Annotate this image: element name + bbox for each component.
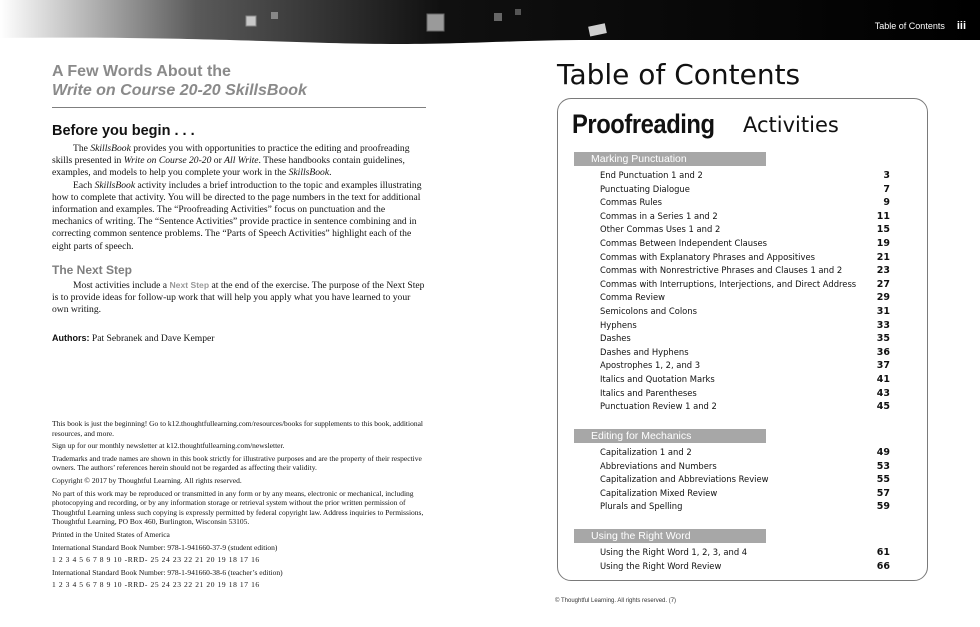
toc-entry-label: Commas in a Series 1 and 2	[600, 210, 718, 221]
decor-square	[427, 14, 444, 31]
section-entries	[600, 169, 890, 414]
box-title-rest: Activities	[743, 113, 839, 137]
box-title	[572, 109, 839, 140]
text-italic: All Write	[224, 155, 259, 167]
toc-entry-label: Commas Rules	[600, 197, 663, 208]
toc-entry-label: Hyphens	[600, 319, 637, 330]
toc-entry-label: Commas with Explanatory Phrases and Appositives	[600, 251, 815, 262]
toc-entry-page: 31	[876, 305, 890, 317]
toc-entry-page: 41	[876, 373, 890, 385]
toc-entry[interactable]	[600, 291, 890, 305]
toc-entry-page: 27	[876, 278, 890, 290]
section-bar-marking-punctuation: Marking Punctuation	[574, 152, 766, 166]
text: . These handbooks contain guidelines, examples, and models to help you complete your work in the	[52, 155, 405, 179]
authors	[52, 333, 426, 344]
toc-entry[interactable]	[600, 487, 890, 501]
text: .	[329, 167, 332, 179]
decor-square	[271, 12, 278, 19]
toc-entry-page: 23	[876, 265, 890, 277]
fine-print-line: Trademarks and trade names are shown in this book strictly for illustrative purposes and are the property of their respective owners. The authors’ references herein should not be regarded as affecting their validity.	[52, 453, 422, 473]
running-header	[875, 20, 966, 32]
toc-entry[interactable]	[600, 500, 890, 514]
next-step-keyword: Next Step	[169, 279, 210, 290]
toc-entry-label: Dashes and Hyphens	[600, 346, 689, 357]
title-divider	[52, 107, 426, 108]
box-title-bold: Proofreading	[572, 109, 715, 139]
intro-title-line1: A Few Words About the	[52, 63, 231, 80]
toc-entry-page: 33	[876, 319, 890, 331]
text-italic: SkillsBook	[288, 167, 330, 179]
toc-entry-page: 19	[876, 237, 890, 249]
toc-entry-label: Plurals and Spelling	[600, 501, 683, 512]
toc-entry-page: 9	[883, 197, 890, 209]
toc-entry-label: Dashes	[600, 333, 631, 344]
toc-entry-label: Punctuating Dialogue	[600, 183, 690, 194]
toc-entry-page: 59	[876, 501, 890, 513]
text-italic: SkillsBook	[90, 143, 131, 154]
next-step-heading: The Next Step	[52, 262, 133, 277]
intro-paragraph-1	[52, 143, 426, 180]
toc-entry[interactable]	[600, 196, 890, 210]
text: Most activities include a	[73, 279, 170, 291]
fine-print-line: Printed in the United States of America	[52, 529, 170, 539]
decor-square	[246, 16, 256, 26]
authors-names: Pat Sebranek and Dave Kemper	[89, 333, 215, 345]
toc-entry-label: Italics and Quotation Marks	[600, 373, 715, 384]
toc-entry-label: Italics and Parentheses	[600, 387, 697, 398]
toc-entry-label: Using the Right Word 1, 2, 3, and 4	[600, 547, 748, 557]
toc-entry-label: Capitalization and Abbreviations Review	[600, 474, 769, 485]
toc-entry[interactable]	[600, 373, 890, 387]
running-title: Table of Contents	[874, 21, 945, 31]
toc-entry-page: 45	[876, 401, 890, 413]
toc-entry[interactable]	[600, 332, 890, 346]
section-bar-editing-mechanics: Editing for Mechanics	[574, 429, 766, 443]
proofreading-box	[557, 98, 928, 581]
next-step-paragraph	[52, 279, 426, 317]
toc-entry[interactable]	[600, 210, 890, 224]
toc-entry[interactable]	[600, 460, 890, 474]
page-number: iii	[956, 20, 966, 32]
toc-entry[interactable]	[600, 473, 890, 487]
toc-entry-label: Commas with Nonrestrictive Phrases and Clauses 1 and 2	[600, 265, 843, 276]
toc-entry-label: Abbreviations and Numbers	[600, 460, 717, 471]
toc-entry-label: Commas with Interruptions, Interjections, and Direct Address	[600, 278, 857, 289]
toc-entry-page: 35	[876, 333, 890, 345]
intro-section	[52, 62, 426, 344]
toc-entry[interactable]	[600, 183, 890, 197]
section-entries	[600, 546, 890, 573]
toc-entry-page: 53	[876, 460, 890, 472]
intro-paragraph-2	[52, 180, 426, 253]
authors-label: Authors:	[52, 333, 90, 344]
toc-entry-page: 37	[876, 360, 890, 372]
toc-entry-label: Capitalization 1 and 2	[600, 447, 692, 457]
text-italic: SkillsBook	[94, 179, 136, 191]
toc-entry-page: 21	[876, 251, 890, 263]
toc-entry-label: End Punctuation 1 and 2	[600, 170, 703, 180]
toc-entry[interactable]	[600, 546, 890, 560]
section-entries	[600, 446, 890, 514]
section-bar-right-word: Using the Right Word	[574, 529, 766, 543]
isbn-student: International Standard Book Number: 978-1-941660-37-9 (student edition)	[52, 542, 278, 552]
text-italic: Write on Course 20-20	[123, 155, 212, 167]
header-banner	[0, 0, 980, 44]
toc-entry-page: 49	[876, 447, 890, 458]
toc-entry-label: Using the Right Word Review	[600, 560, 722, 571]
text: or	[211, 155, 225, 167]
toc-entry[interactable]	[600, 305, 890, 319]
toc-entry-page: 61	[876, 547, 890, 558]
toc-entry-label: Punctuation Review 1 and 2	[600, 401, 717, 412]
toc-entry-label: Commas Between Independent Clauses	[600, 237, 767, 248]
toc-entry[interactable]	[600, 264, 890, 278]
toc-entry-label: Comma Review	[600, 292, 665, 303]
toc-entry[interactable]	[600, 387, 890, 401]
print-line-numbers: 1 2 3 4 5 6 7 8 9 10 -RRD- 25 24 23 22 21 20 19 18 17 16	[52, 580, 260, 590]
toc-entry-page: 7	[883, 183, 890, 195]
toc-entry[interactable]	[600, 346, 890, 360]
toc-entry[interactable]	[600, 446, 890, 460]
toc-entry-page: 15	[876, 224, 890, 236]
text: provides you with opportunities to practice the editing and proofreading skills presented in	[52, 143, 410, 167]
text: Each	[73, 179, 95, 191]
toc-entry[interactable]	[600, 560, 890, 574]
fine-print-line: Sign up for our monthly newsletter at k12.thoughtfullearning.com/newsletter.	[52, 441, 285, 451]
toc-entry-page: 57	[876, 487, 890, 499]
decor-square	[515, 9, 521, 15]
intro-title-line2: Write on Course 20-20 SkillsBook	[52, 82, 307, 99]
text: activity includes a brief introduction to the topic and examples illustrating how to complete that activity. You will be directed to the page numbers in the text for additional information and examples. The “Proofreading Activities” focus on punctuation and the mechanics of writing. The “Sentence Activities” provide practice in sentence combining and in correcting common sentence problems. The “Parts of Speech Activities” highlight each of the eight parts of speech.	[52, 179, 422, 252]
text: at the end of the exercise. The purpose of the Next Step is to provide ideas for follow-up work that will help you apply what you have learned to your own writing.	[52, 279, 425, 316]
toc-entry[interactable]	[600, 251, 890, 265]
decor-square	[494, 13, 502, 21]
toc-entry-label: Semicolons and Colons	[600, 305, 697, 316]
toc-entry-page: 3	[883, 170, 890, 181]
toc-entry-label: Other Commas Uses 1 and 2	[600, 224, 721, 235]
toc-entry-page: 29	[876, 292, 890, 304]
before-heading: Before you begin . . .	[52, 123, 195, 139]
toc-entry-label: Apostrophes 1, 2, and 3	[600, 360, 701, 371]
toc-entry[interactable]	[600, 319, 890, 333]
toc-entry-page: 66	[876, 560, 890, 572]
toc-entry[interactable]	[600, 223, 890, 237]
footer-copyright: © Thoughtful Learning. All rights reserved. (7)	[555, 598, 677, 604]
fine-print-line: This book is just the beginning! Go to k12.thoughtfullearning.com/resources/books for supplements to this book, additional resources, and more.	[52, 419, 423, 438]
toc-entry-page: 36	[876, 346, 890, 358]
toc-entry-label: Capitalization Mixed Review	[600, 487, 718, 498]
toc-entry[interactable]	[600, 278, 890, 292]
toc-entry[interactable]	[600, 169, 890, 183]
toc-entry[interactable]	[600, 400, 890, 414]
toc-entry-page: 55	[876, 474, 890, 486]
toc-entry-page: 11	[876, 210, 890, 222]
toc-entry-page: 43	[876, 387, 890, 399]
fine-print-line: Copyright © 2017 by Thoughtful Learning. All rights reserved.	[52, 475, 242, 485]
text: The	[73, 143, 91, 154]
toc-title: Table of Contents	[557, 58, 801, 91]
toc-entry[interactable]	[600, 237, 890, 251]
print-line-numbers: 1 2 3 4 5 6 7 8 9 10 -RRD- 25 24 23 22 21 20 19 18 17 16	[52, 555, 260, 565]
toc-entry[interactable]	[600, 359, 890, 373]
fine-print-line: No part of this work may be reproduced or transmitted in any form or by any means, electronic or mechanical, including photocopying and recording, or by any information storage or retrieval system without the prior written permission of Thoughtful Learning unless such copying is expressly permitted by federal copyright law. Address inquiries to Permissions, Thoughtful Learning, PO Box 460, Burlington, Wisconsin 53105.	[52, 488, 424, 527]
isbn-teacher: International Standard Book Number: 978-1-941660-38-6 (teacher’s edition)	[52, 567, 283, 577]
intro-title	[52, 62, 426, 100]
copyright-fine-print	[52, 419, 426, 593]
